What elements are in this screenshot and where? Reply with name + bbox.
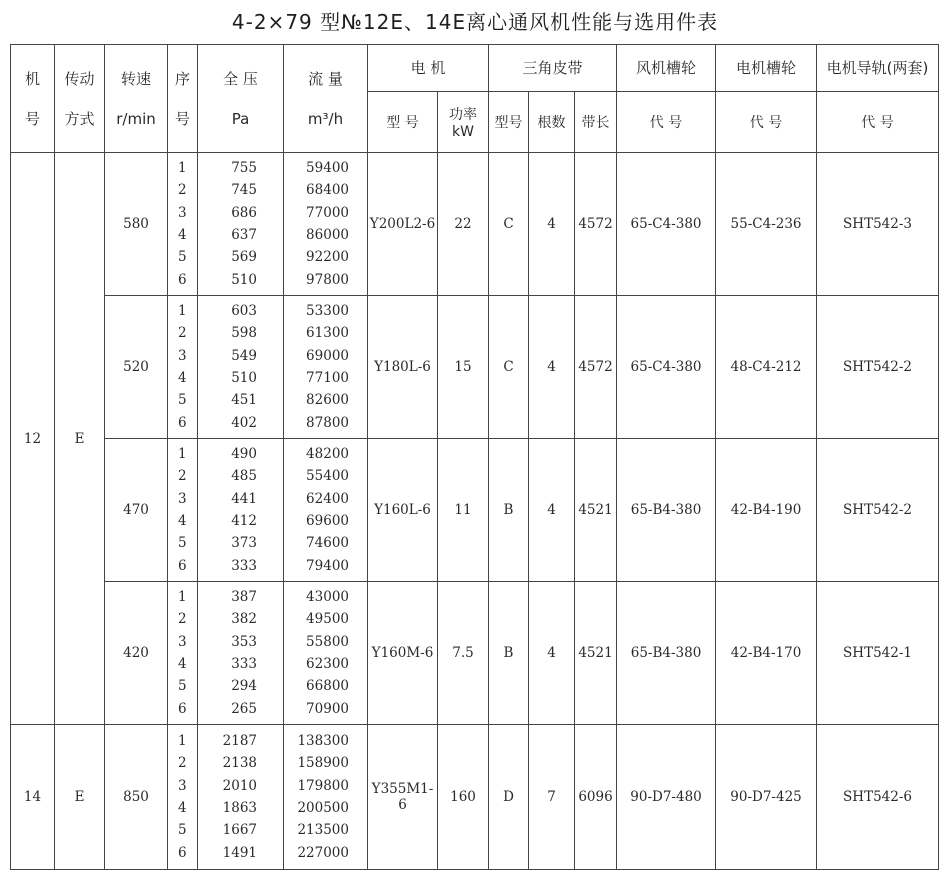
belt-type-cell: C <box>489 153 529 296</box>
pressure-cell-value: 294 <box>231 678 257 695</box>
seq-cell-value: 1 <box>178 588 187 605</box>
pressure-cell <box>198 439 284 582</box>
flow-cell <box>284 296 368 439</box>
belt-length-cell: 4521 <box>575 439 617 582</box>
header-speed: 转速 r/min <box>105 45 168 153</box>
seq-cell-value: 1 <box>178 732 187 749</box>
pressure-cell-value: 490 <box>231 445 257 462</box>
header-fan-pulley-code: 代 号 <box>617 92 716 153</box>
seq-cell-value: 3 <box>178 347 187 364</box>
flow-cell-value: 68400 <box>306 182 349 199</box>
seq-cell-value: 5 <box>178 249 187 266</box>
motor-pulley-cell: 42-B4-190 <box>716 439 817 582</box>
seq-cell-value: 3 <box>178 633 187 650</box>
flow-cell-value: 55400 <box>306 468 349 485</box>
rail-cell: SHT542-1 <box>817 582 939 725</box>
seq-cell-value: 4 <box>178 227 187 243</box>
motor-model-cell: Y355M1-6 <box>368 725 438 870</box>
seq-cell-value: 6 <box>178 557 187 574</box>
belt-type-cell: B <box>489 582 529 725</box>
flow-cell <box>284 725 368 870</box>
seq-cell-value: 4 <box>178 800 187 816</box>
pressure-cell-value: 402 <box>231 414 257 431</box>
flow-cell-value: 69600 <box>306 513 349 529</box>
flow-cell-value: 48200 <box>306 445 349 462</box>
belt-count-cell: 4 <box>529 296 575 439</box>
header-pressure: 全 压 Pa <box>198 45 284 153</box>
seq-cell-value: 1 <box>178 445 187 462</box>
motor-model-cell: Y200L2-6 <box>368 153 438 296</box>
flow-cell-value: 69000 <box>306 347 349 364</box>
header-motor-pulley-code: 代 号 <box>716 92 817 153</box>
page-title: 4-2×79 型№12E、14E离心通风机性能与选用件表 <box>231 10 719 34</box>
header-drive: 传动 方式 <box>55 45 105 153</box>
pressure-cell <box>198 582 284 725</box>
seq-cell-value: 1 <box>178 159 187 176</box>
flow-cell-value: 158900 <box>297 755 349 772</box>
flow-cell <box>284 439 368 582</box>
table-row <box>11 296 939 439</box>
flow-cell-value: 79400 <box>306 557 349 574</box>
flow-cell-value: 213500 <box>297 822 349 839</box>
pressure-cell-value: 441 <box>231 490 257 507</box>
header-belt-count: 根数 <box>529 92 575 153</box>
speed-cell: 470 <box>105 439 168 582</box>
seq-cell <box>168 296 198 439</box>
flow-cell-value: 77000 <box>306 204 349 221</box>
motor-pulley-cell: 48-C4-212 <box>716 296 817 439</box>
motor-model-cell: Y160L-6 <box>368 439 438 582</box>
flow-cell <box>284 153 368 296</box>
pressure-cell-value: 265 <box>231 700 257 717</box>
pressure-cell-value: 755 <box>231 159 257 176</box>
pressure-cell-value: 549 <box>231 347 257 364</box>
header-flow: 流 量 m³/h <box>284 45 368 153</box>
table-row <box>11 582 939 725</box>
header-belt-model: 型号 <box>489 92 529 153</box>
seq-cell-value: 2 <box>178 755 187 772</box>
flow-cell-value: 87800 <box>306 414 349 431</box>
belt-length-cell: 4521 <box>575 582 617 725</box>
seq-cell-value: 3 <box>178 490 187 507</box>
flow-cell-value: 74600 <box>306 535 349 552</box>
seq-cell-value: 5 <box>178 678 187 695</box>
seq-cell-value: 4 <box>178 656 187 672</box>
header-rail: 电机导轨(两套) <box>817 45 939 92</box>
machine-no-cell: 14 <box>11 725 55 870</box>
belt-length-cell: 4572 <box>575 296 617 439</box>
table-row <box>11 725 939 870</box>
performance-table <box>10 44 939 870</box>
motor-power-cell: 160 <box>438 725 489 870</box>
seq-cell <box>168 725 198 870</box>
table-row <box>11 439 939 582</box>
belt-length-cell: 4572 <box>575 153 617 296</box>
speed-cell: 520 <box>105 296 168 439</box>
speed-cell: 850 <box>105 725 168 870</box>
flow-cell-value: 61300 <box>306 325 349 342</box>
belt-count-cell: 4 <box>529 582 575 725</box>
header-rail-code: 代 号 <box>817 92 939 153</box>
pressure-cell-value: 2187 <box>222 732 257 749</box>
pressure-cell-value: 382 <box>231 611 257 628</box>
rail-cell: SHT542-2 <box>817 296 939 439</box>
flow-cell-value: 55800 <box>306 633 349 650</box>
pressure-cell-value: 2138 <box>222 755 257 772</box>
pressure-cell-value: 686 <box>231 204 257 221</box>
machine-no-cell: 12 <box>11 153 55 725</box>
motor-pulley-cell: 42-B4-170 <box>716 582 817 725</box>
flow-cell-value: 66800 <box>306 678 349 695</box>
pressure-cell-value: 333 <box>231 557 257 574</box>
belt-count-cell: 7 <box>529 725 575 870</box>
seq-cell-value: 4 <box>178 370 187 386</box>
pressure-cell-value: 412 <box>231 513 257 529</box>
seq-cell-value: 6 <box>178 700 187 717</box>
drive-cell: E <box>55 725 105 870</box>
speed-cell: 420 <box>105 582 168 725</box>
seq-cell-value: 6 <box>178 844 187 861</box>
flow-cell-value: 49500 <box>306 611 349 628</box>
flow-cell-value: 62400 <box>306 490 349 507</box>
header-seq: 序 号 <box>168 45 198 153</box>
belt-type-cell: B <box>489 439 529 582</box>
pressure-cell-value: 510 <box>231 271 257 288</box>
table-header <box>11 45 939 153</box>
seq-cell <box>168 439 198 582</box>
seq-cell <box>168 153 198 296</box>
flow-cell-value: 59400 <box>306 159 349 176</box>
rail-cell: SHT542-3 <box>817 153 939 296</box>
seq-cell-value: 6 <box>178 414 187 431</box>
pressure-cell-value: 333 <box>231 656 257 672</box>
pressure-cell <box>198 153 284 296</box>
header-belt: 三角皮带 <box>489 45 617 92</box>
pressure-cell-value: 373 <box>231 535 257 552</box>
flow-cell-value: 227000 <box>297 844 349 861</box>
seq-cell-value: 6 <box>178 271 187 288</box>
header-belt-length: 带长 <box>575 92 617 153</box>
seq-cell-value: 2 <box>178 611 187 628</box>
motor-pulley-cell: 90-D7-425 <box>716 725 817 870</box>
pressure-cell-value: 353 <box>231 633 257 650</box>
table-row <box>11 153 939 296</box>
fan-pulley-cell: 65-C4-380 <box>617 153 716 296</box>
pressure-cell-value: 387 <box>231 588 257 605</box>
motor-power-cell: 7.5 <box>438 582 489 725</box>
flow-cell-value: 138300 <box>297 732 349 749</box>
seq-cell <box>168 582 198 725</box>
seq-cell-value: 3 <box>178 777 187 794</box>
fan-pulley-cell: 65-B4-380 <box>617 439 716 582</box>
header-motor-model: 型 号 <box>368 92 438 153</box>
motor-power-cell: 11 <box>438 439 489 582</box>
flow-cell-value: 86000 <box>306 227 349 243</box>
flow-cell-value: 53300 <box>306 302 349 319</box>
belt-count-cell: 4 <box>529 153 575 296</box>
rail-cell: SHT542-6 <box>817 725 939 870</box>
pressure-cell-value: 1491 <box>222 844 257 861</box>
pressure-cell-value: 637 <box>231 227 257 243</box>
motor-model-cell: Y160M-6 <box>368 582 438 725</box>
seq-cell-value: 4 <box>178 513 187 529</box>
seq-cell-value: 5 <box>178 822 187 839</box>
header-fan-pulley: 风机槽轮 <box>617 45 716 92</box>
pressure-cell-value: 1863 <box>222 800 257 816</box>
flow-cell-value: 77100 <box>306 370 349 386</box>
pressure-cell <box>198 725 284 870</box>
fan-pulley-cell: 65-B4-380 <box>617 582 716 725</box>
flow-cell-value: 62300 <box>306 656 349 672</box>
seq-cell-value: 2 <box>178 182 187 199</box>
belt-type-cell: C <box>489 296 529 439</box>
motor-power-cell: 15 <box>438 296 489 439</box>
pressure-cell-value: 2010 <box>222 777 257 794</box>
flow-cell-value: 92200 <box>306 249 349 266</box>
seq-cell-value: 3 <box>178 204 187 221</box>
flow-cell <box>284 582 368 725</box>
table-body <box>11 153 939 870</box>
pressure-cell-value: 603 <box>231 302 257 319</box>
pressure-cell-value: 485 <box>231 468 257 485</box>
seq-cell-value: 1 <box>178 302 187 319</box>
belt-count-cell: 4 <box>529 439 575 582</box>
seq-cell-value: 5 <box>178 392 187 409</box>
rail-cell: SHT542-2 <box>817 439 939 582</box>
header-motor-power: 功率 kW <box>438 92 489 153</box>
flow-cell-value: 200500 <box>297 800 349 816</box>
drive-cell: E <box>55 153 105 725</box>
belt-type-cell: D <box>489 725 529 870</box>
flow-cell-value: 70900 <box>306 700 349 717</box>
pressure-cell-value: 569 <box>231 249 257 266</box>
belt-length-cell: 6096 <box>575 725 617 870</box>
header-motor-pulley: 电机槽轮 <box>716 45 817 92</box>
header-machine-no: 机 号 <box>11 45 55 153</box>
seq-cell-value: 2 <box>178 325 187 342</box>
fan-pulley-cell: 65-C4-380 <box>617 296 716 439</box>
pressure-cell-value: 745 <box>231 182 257 199</box>
fan-pulley-cell: 90-D7-480 <box>617 725 716 870</box>
motor-model-cell: Y180L-6 <box>368 296 438 439</box>
pressure-cell <box>198 296 284 439</box>
header-motor: 电 机 <box>368 45 489 92</box>
seq-cell-value: 5 <box>178 535 187 552</box>
flow-cell-value: 43000 <box>306 588 349 605</box>
flow-cell-value: 97800 <box>306 271 349 288</box>
motor-pulley-cell: 55-C4-236 <box>716 153 817 296</box>
pressure-cell-value: 1667 <box>222 822 257 839</box>
seq-cell-value: 2 <box>178 468 187 485</box>
pressure-cell-value: 451 <box>231 392 257 409</box>
motor-power-cell: 22 <box>438 153 489 296</box>
pressure-cell-value: 510 <box>231 370 257 386</box>
flow-cell-value: 179800 <box>297 777 349 794</box>
speed-cell: 580 <box>105 153 168 296</box>
pressure-cell-value: 598 <box>231 325 257 342</box>
flow-cell-value: 82600 <box>306 392 349 409</box>
